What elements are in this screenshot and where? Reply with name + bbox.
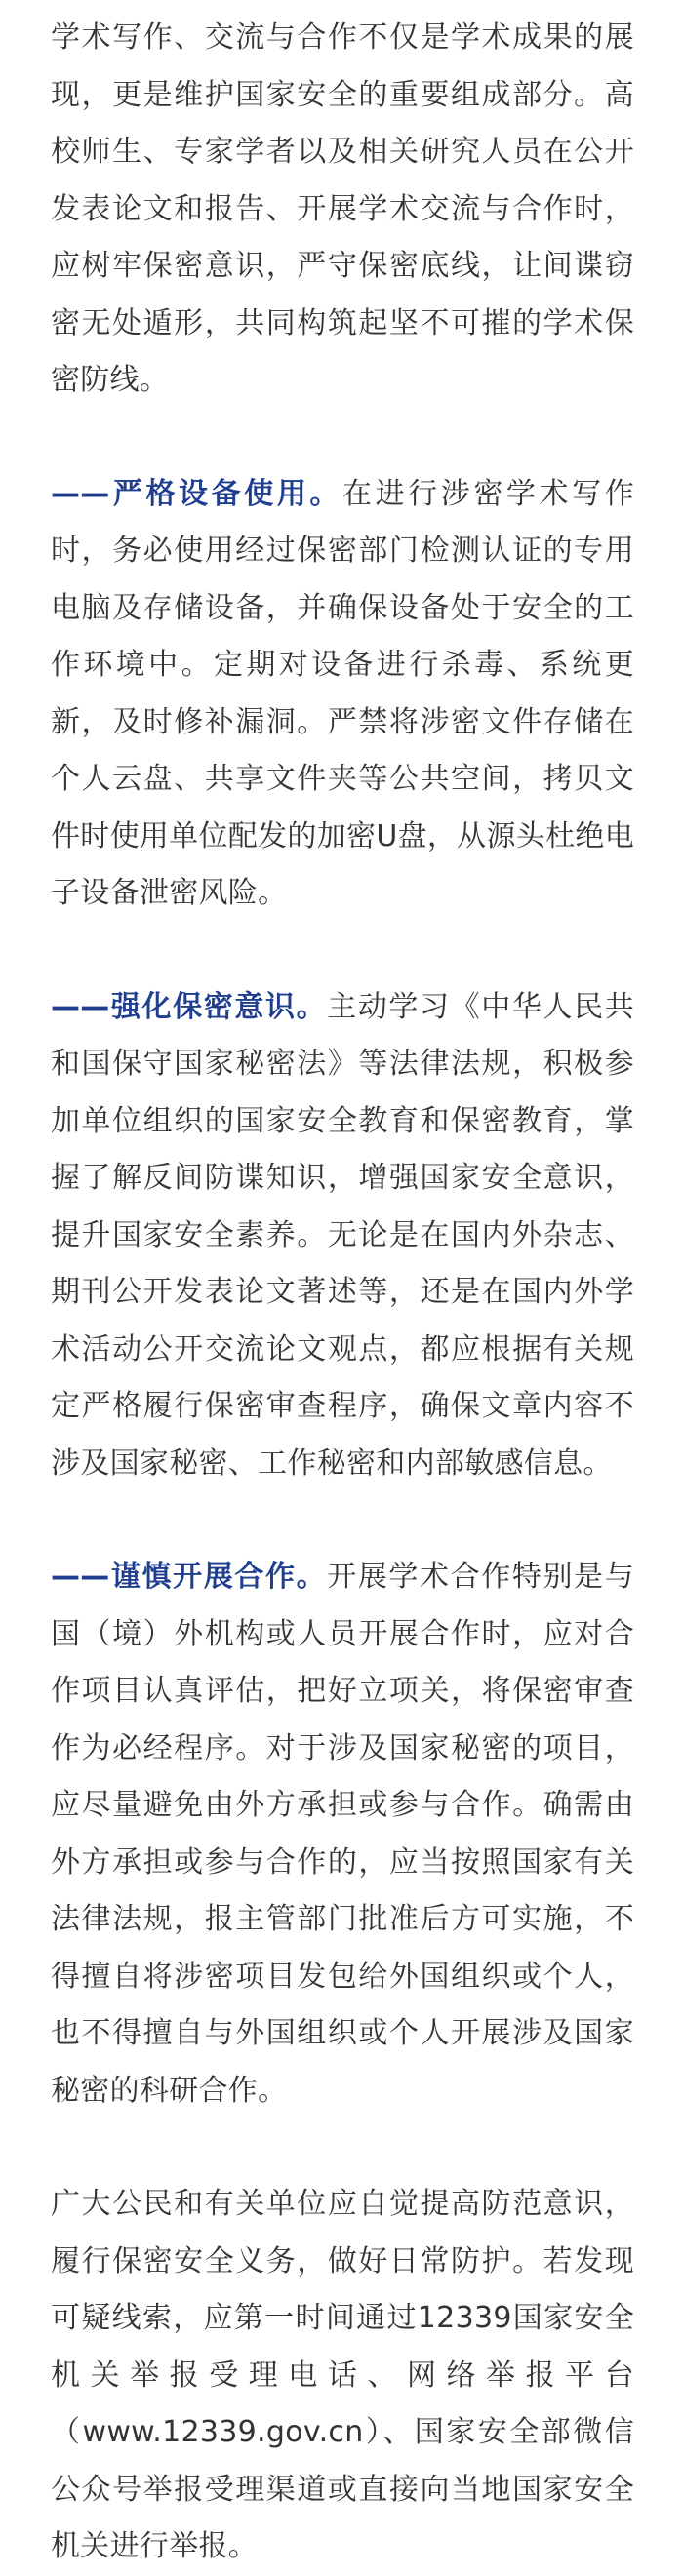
paragraph-reporting <box>51 2176 634 2576</box>
paragraph-text: 在进行涉密学术写作时，务必使用经过保密部门检测认证的专用电脑及存储设备，并确保设备处于安全的工作环境中。定期对设备进行杀毒、系统更新，及时修补漏洞。严禁将涉密文件存储在个人云盘、共享文件夹等公共空间，拷贝文件时使用单位配发的加密U盘，从源头杜绝电子设备泄密风险。 <box>51 476 634 910</box>
paragraph-lead: ——严格设备使用。 <box>51 476 342 511</box>
article-body <box>51 10 634 2576</box>
paragraph-lead: ——谨慎开展合作。 <box>51 1560 328 1594</box>
paragraph-text: 开展学术合作特别是与国（境）外机构或人员开展合作时，应对合作项目认真评估，把好立项关，将保密审查作为必经程序。对于涉及国家秘密的项目，应尽量避免由外方承担或参与合作。确需由外方承担或参与合作的，应当按照国家有关法律法规，报主管部门批准后方可实施，不得擅自将涉密项目发包给外国组织或个人，也不得擅自与外国组织或个人开展涉及国家秘密的科研合作。 <box>51 1560 635 2108</box>
paragraph-text: 主动学习《中华人民共和国保守国家秘密法》等法律法规，积极参加单位组织的国家安全教育和保密教育，掌握了解反间防谍知识，增强国家安全意识，提升国家安全素养。无论是在国内外杂志、期刊公开发表论文著述等，还是在国内外学术活动公开交流论文观点，都应根据有关规定严格履行保密审查程序，确保文章内容不涉及国家秘密、工作秘密和内部敏感信息。 <box>51 989 635 1481</box>
paragraph-lead: ——强化保密意识。 <box>51 989 328 1024</box>
paragraph-intro <box>51 10 634 410</box>
paragraph-text: 广大公民和有关单位应自觉提高防范意识，履行保密安全义务，做好日常防护。若发现可疑线索，应第一时间通过12339国家安全机关举报受理电话、网络举报平台（www.12339.gov.cn）、国家安全部微信公众号举报受理渠道或直接向当地国家安全机关进行举报。 <box>51 2187 634 2563</box>
paragraph-device-use <box>51 466 634 923</box>
paragraph-text: 学术写作、交流与合作不仅是学术成果的展现，更是维护国家安全的重要组成部分。高校师生、专家学者以及相关研究人员在公开发表论文和报告、开展学术交流与合作时，应树牢保密意识，严守保密底线，让间谍窃密无处遁形，共同构筑起坚不可摧的学术保密防线。 <box>51 20 634 397</box>
paragraph-awareness <box>51 979 634 1493</box>
paragraph-cooperation <box>51 1549 634 2120</box>
